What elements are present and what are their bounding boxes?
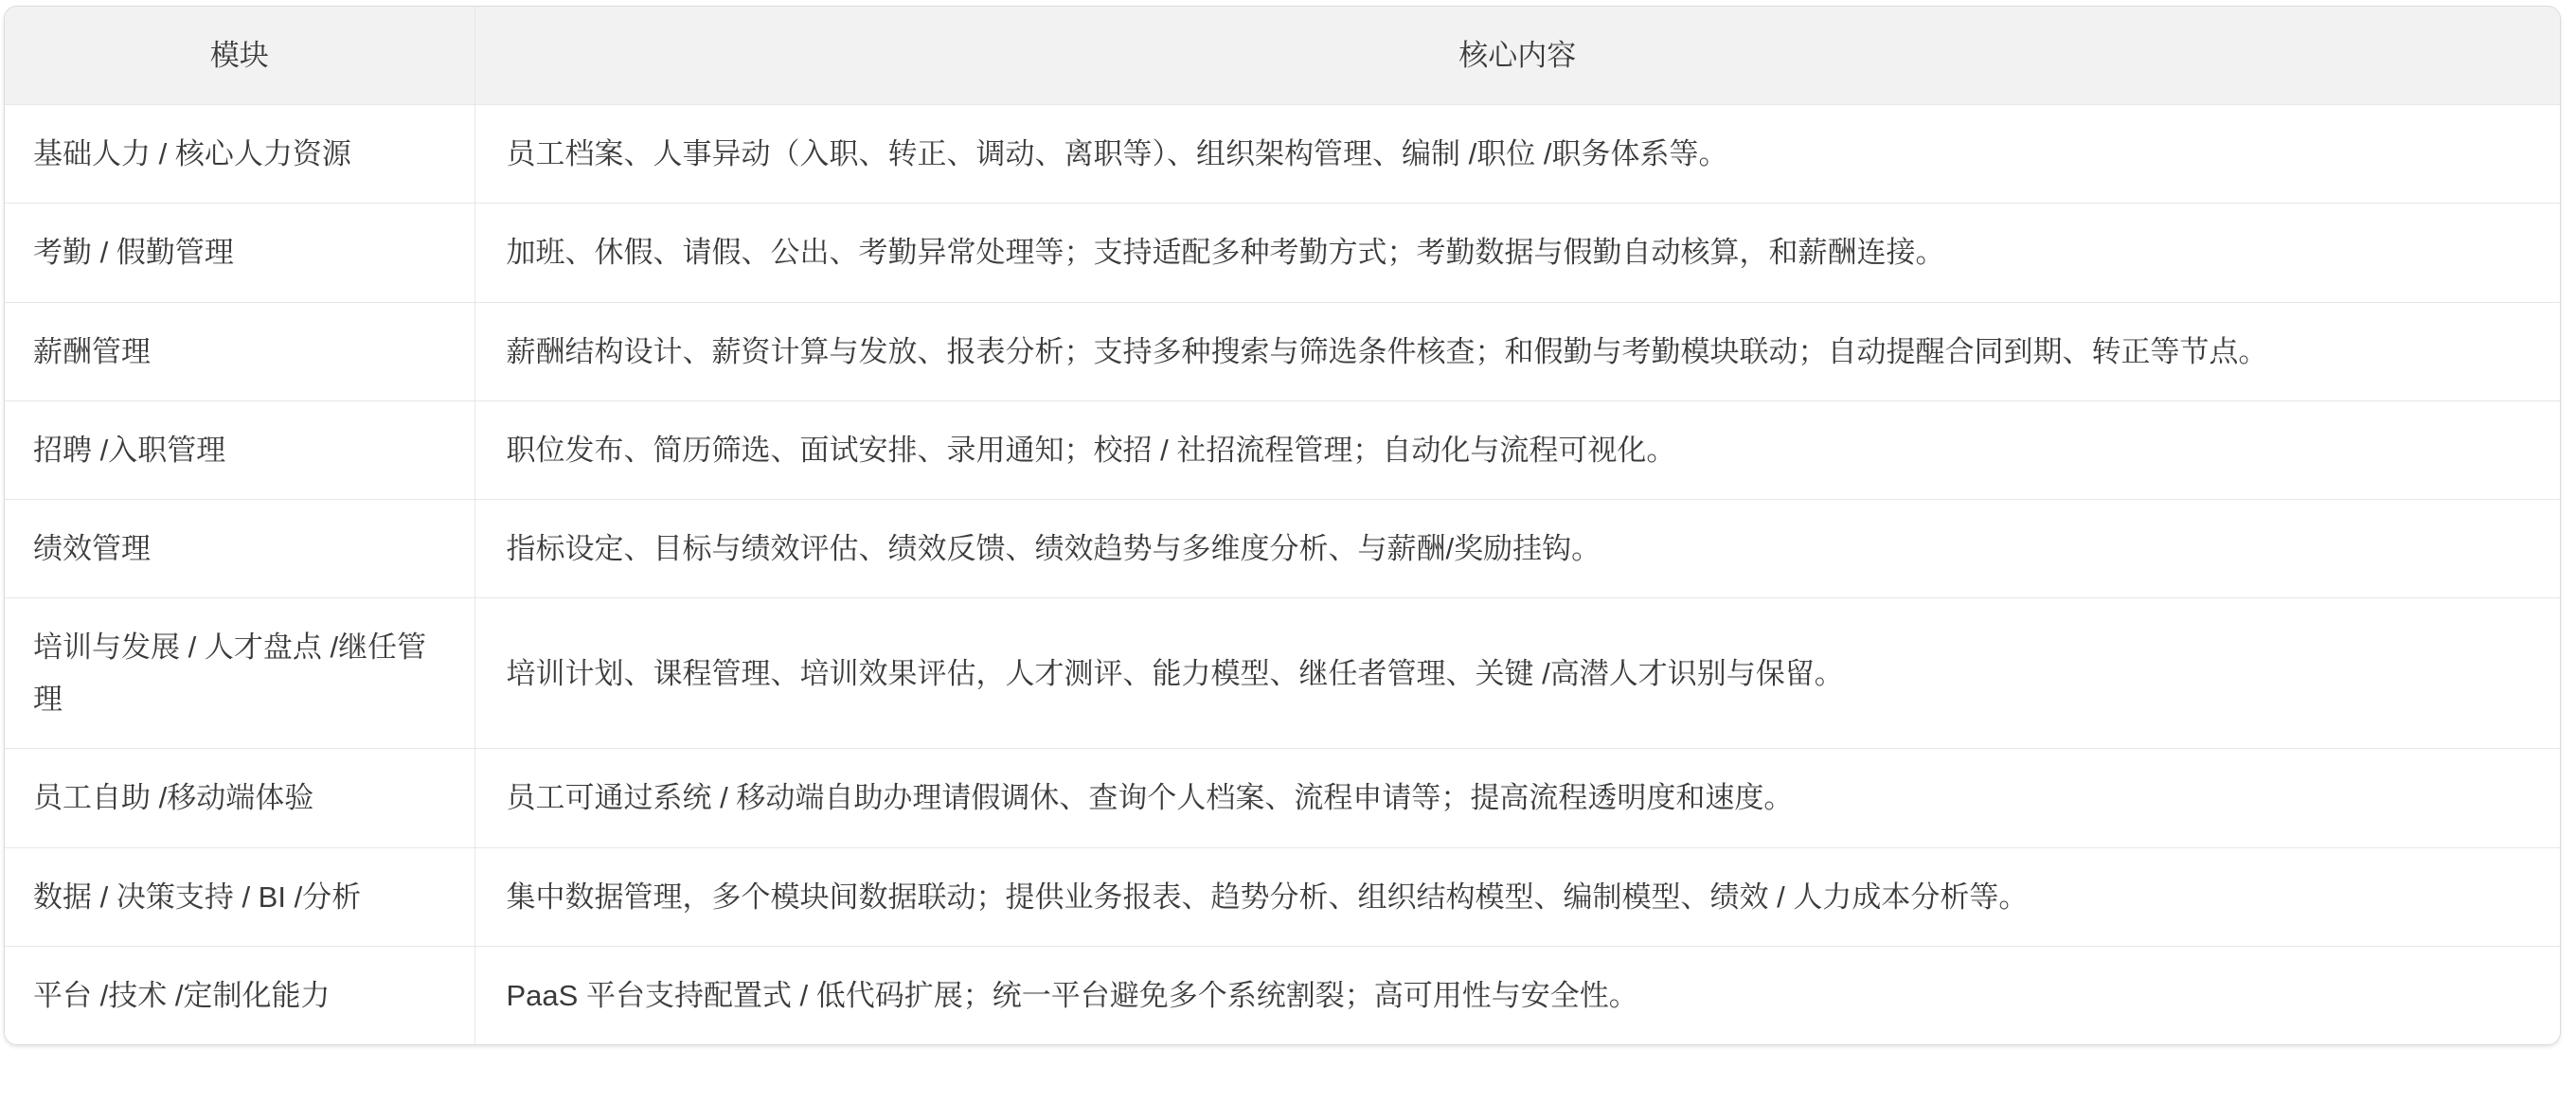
module-cell: 培训与发展 / 人才盘点 /继任管理 — [5, 598, 474, 749]
content-cell: 集中数据管理，多个模块间数据联动；提供业务报表、趋势分析、组织结构模型、编制模型、绩效 / 人力成本分析等。 — [474, 847, 2560, 946]
table-row — [5, 204, 2560, 302]
content-cell: PaaS 平台支持配置式 / 低代码扩展；统一平台避免多个系统割裂；高可用性与安全性。 — [474, 946, 2560, 1044]
header-module: 模块 — [5, 7, 474, 105]
module-cell: 考勤 / 假勤管理 — [5, 204, 474, 302]
modules-table — [5, 7, 2560, 1044]
module-cell: 薪酬管理 — [5, 302, 474, 400]
table-row — [5, 749, 2560, 847]
content-cell: 职位发布、简历筛选、面试安排、录用通知；校招 / 社招流程管理；自动化与流程可视化。 — [474, 400, 2560, 499]
table-row — [5, 598, 2560, 749]
content-cell: 员工可通过系统 / 移动端自助办理请假调休、查询个人档案、流程申请等；提高流程透明度和速度。 — [474, 749, 2560, 847]
content-cell: 薪酬结构设计、薪资计算与发放、报表分析；支持多种搜索与筛选条件核查；和假勤与考勤模块联动；自动提醒合同到期、转正等节点。 — [474, 302, 2560, 400]
module-cell: 基础人力 / 核心人力资源 — [5, 105, 474, 204]
module-cell: 员工自助 /移动端体验 — [5, 749, 474, 847]
module-cell: 数据 / 决策支持 / BI /分析 — [5, 847, 474, 946]
header-row — [5, 7, 2560, 105]
module-cell: 平台 /技术 /定制化能力 — [5, 946, 474, 1044]
module-cell: 绩效管理 — [5, 499, 474, 597]
table-row — [5, 499, 2560, 597]
modules-table-card — [4, 6, 2561, 1045]
table-row — [5, 400, 2560, 499]
content-cell: 员工档案、人事异动（入职、转正、调动、离职等）、组织架构管理、编制 /职位 /职务体系等。 — [474, 105, 2560, 204]
table-row — [5, 946, 2560, 1044]
content-cell: 加班、休假、请假、公出、考勤异常处理等；支持适配多种考勤方式；考勤数据与假勤自动核算，和薪酬连接。 — [474, 204, 2560, 302]
content-cell: 培训计划、课程管理、培训效果评估，人才测评、能力模型、继任者管理、关键 /高潜人才识别与保留。 — [474, 598, 2560, 749]
module-cell: 招聘 /入职管理 — [5, 400, 474, 499]
table-row — [5, 105, 2560, 204]
content-cell: 指标设定、目标与绩效评估、绩效反馈、绩效趋势与多维度分析、与薪酬/奖励挂钩。 — [474, 499, 2560, 597]
header-content: 核心内容 — [474, 7, 2560, 105]
table-row — [5, 302, 2560, 400]
table-row — [5, 847, 2560, 946]
